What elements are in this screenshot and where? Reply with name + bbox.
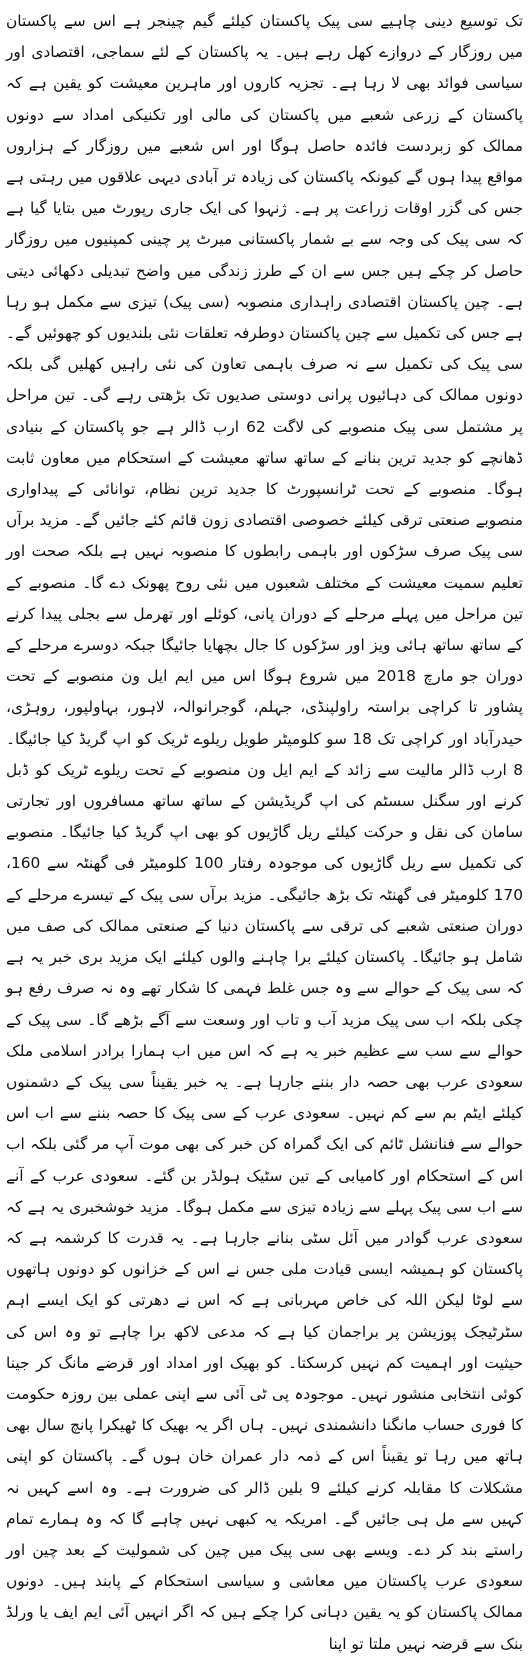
article-body-text: تک توسیع دینی چاہیے سی پیک پاکستان کیلئے گیم چینجر ہے اس سے پاکستان میں روزگار کے دروازے کھل رہے ہیں۔ یہ پاکستان کے لئے سماجی، اقتصادی اور سیاسی فوائد بھی لا رہا ہے۔ تجزیہ کاروں اور ماہرین معیشت کو یقین ہے کہ پاکستان کے زرعی شعبے میں پاکستان کی مالی اور تکنیکی امداد سے دونوں ممالک کو زبردست فائدہ حاصل ہوگا اور اس شعبے میں روزگار کے ہزاروں مواقع پیدا ہوں گے کیونکہ پاکستان کی زیادہ تر آبادی دیہی علاقوں میں رہتی ہے جس کی گزر اوقات زراعت پر ہے۔ ژنہوا کی ایک جاری رپورٹ میں بتایا گیا ہے کہ سی پیک کی وجہ سے بے شمار پاکستانی میرٹ پر چینی کمپنیوں میں روزگار حاصل کر چکے ہیں جس سے ان کے طرز زندگی میں واضح تبدیلی دکھائی دیتی ہے۔ چین پاکستان اقتصادی راہداری منصوبہ (سی پیک) تیزی سے مکمل ہو رہا ہے جس کی تکمیل سے چین پاکستان دوطرفہ تعلقات نئی بلندیوں کو چھوئیں گے۔ سی پیک کی تکمیل سے نہ صرف باہمی تعاون کی نئی راہیں کھلیں گی بلکہ دونوں ممالک کی دہائیوں پرانی دوستی صدیوں تک بڑھتی رہے گی۔ تین مراحل پر مشتمل سی پیک منصوبے کی لاگت 62 ارب ڈالر ہے جو پاکستان کے بنیادی ڈھانچے کو جدید ترین بنانے کے ساتھ ساتھ معیشت کے استحکام میں معاون ثابت ہوگا۔ منصوبے کے تحت ٹرانسپورٹ کا جدید ترین نظام، توانائی کے پیداواری منصوبے صنعتی ترقی کیلئے خصوصی اقتصادی زون قائم کئے جائیں گے۔ مزید برآں سی پیک صرف سڑکوں اور باہمی رابطوں کا منصوبہ نہیں ہے بلکہ صحت اور تعلیم سمیت معیشت کے مختلف شعبوں میں نئی روح پھونک دے گا۔ منصوبے کے تین مراحل میں پہلے مرحلے کے دوران پانی، کوئلے اور تھرمل سے بجلی پیدا کرنے کے ساتھ ساتھ ہائی ویز اور سڑکوں کا جال بچھایا جائیگا جبکہ دوسرے مرحلے کے دوران جو مارچ 2018 میں شروع ہوگا اس میں ایم ایل ون منصوبے کے تحت پشاور تا کراچی براستہ راولپنڈی، جہلم، گوجرانوالہ، لاہور، بہاولپور، روہڑی، حیدرآباد اور کراچی تک 18 سو کلومیٹر طویل ریلوے ٹریک کو اپ گریڈ کیا جائیگا۔ 8 ارب ڈالر مالیت سے زائد کے ایم ایل ون منصوبے کے تحت ریلوے ٹریک کو ڈبل کرنے اور سگنل سسٹم کی اپ گریڈیشن کے ساتھ ساتھ مسافروں اور تجارتی سامان کی نقل و حرکت کیلئے ریل گاڑیوں کو بھی اپ گریڈ کیا جائیگا۔ منصوبے کی تکمیل سے ریل گاڑیوں کی موجودہ رفتار 100 کلومیٹر فی گھنٹہ سے 160، 170 کلومیٹر فی گھنٹہ تک بڑھ جائیگی۔ مزید برآں سی پیک کے تیسرے مرحلے کے دوران صنعتی شعبے کی ترقی سے پاکستان دنیا کے صنعتی ممالک کی صف میں شامل ہو جائیگا۔ پاکستان کیلئے برا چاہنے والوں کیلئے ایک مزید بری خبر یہ ہے کہ سی پیک کے حوالے سے وہ جس غلط فہمی کا شکار تھے وہ نہ صرف رفع ہو چکی بلکہ اب سی پیک مزید آب و تاب اور وسعت سے آگے بڑھے گا۔ سی پیک کے حوالے سے سب سے عظیم خبر یہ ہے کہ اس میں اب ہمارا برادر اسلامی ملک سعودی عرب بھی حصہ دار بننے جارہا ہے۔ یہ خبر یقیناً سی پیک کے دشمنوں کیلئے ایٹم بم سے کم نہیں۔ سعودی عرب کے سی پیک کا حصہ بننے سے اب اس حوالے سے فنانشل ٹائم کی ایک گمراہ کن خبر کی بھی موت آپ مر گئی بلکہ اب اس کے استحکام اور کامیابی کے تین سٹیک ہولڈر بن گئے۔ سعودی عرب کے آنے سے اب سی پیک پہلے سے زیادہ تیزی سے مکمل ہوگا۔ مزید خوشخبری یہ ہے کہ سعودی عرب گوادر میں آئل سٹی بنانے جارہا ہے۔ یہ قدرت کا کرشمہ ہے کہ پاکستان کو ہمیشہ ایسی قیادت ملی جس نے اس کے خزانوں کو دونوں ہاتھوں سے لوٹا لیکن اللہ کی خاص مہربانی ہے کہ اس نے دھرتی کو ایک ایسے اہم سٹرٹیجک پوزیشن پر براجمان کیا ہے کہ مدعی لاکھ برا چاہے تو وہ اس کی حیثیت اور اہمیت کم نہیں کرسکتا۔ کو بھیک اور امداد اور قرضے مانگ کر جینا کوئی انتخابی منشور نہیں۔ موجودہ پی ٹی آئی سے اپنی عملی بین روزہ حکومت کا فوری حساب مانگنا دانشمندی نہیں۔ ہاں اگر یہ بھیک کا ٹھیکرا پانچ سال بھی ہاتھ میں رہا تو یقیناً اس کے ذمہ دار عمران خان ہوں گے۔ پاکستان کو اپنی مشکلات کا مقابلہ کرنے کیلئے 9 بلین ڈالر کی ضرورت ہے۔ وہ اسے کہیں نہ کہیں سے مل ہی جائیں گے۔ امریکہ یہ کبھی نہیں چاہے گا کہ وہ ہمارے تمام راستے بند کر دے۔ ویسے بھی سی پیک میں چین کی شمولیت کے بعد چین اور سعودی عرب پاکستان میں معاشی و سیاسی استحکام کے پابند ہیں۔ دونوں ممالک پاکستان کو یہ یقین دہانی کرا چکے ہیں کہ اگر انہیں آئی ایم ایف یا ورلڈ بنک سے قرضہ نہیں ملتا تو اپنا bbox=[6, 12, 523, 1653]
